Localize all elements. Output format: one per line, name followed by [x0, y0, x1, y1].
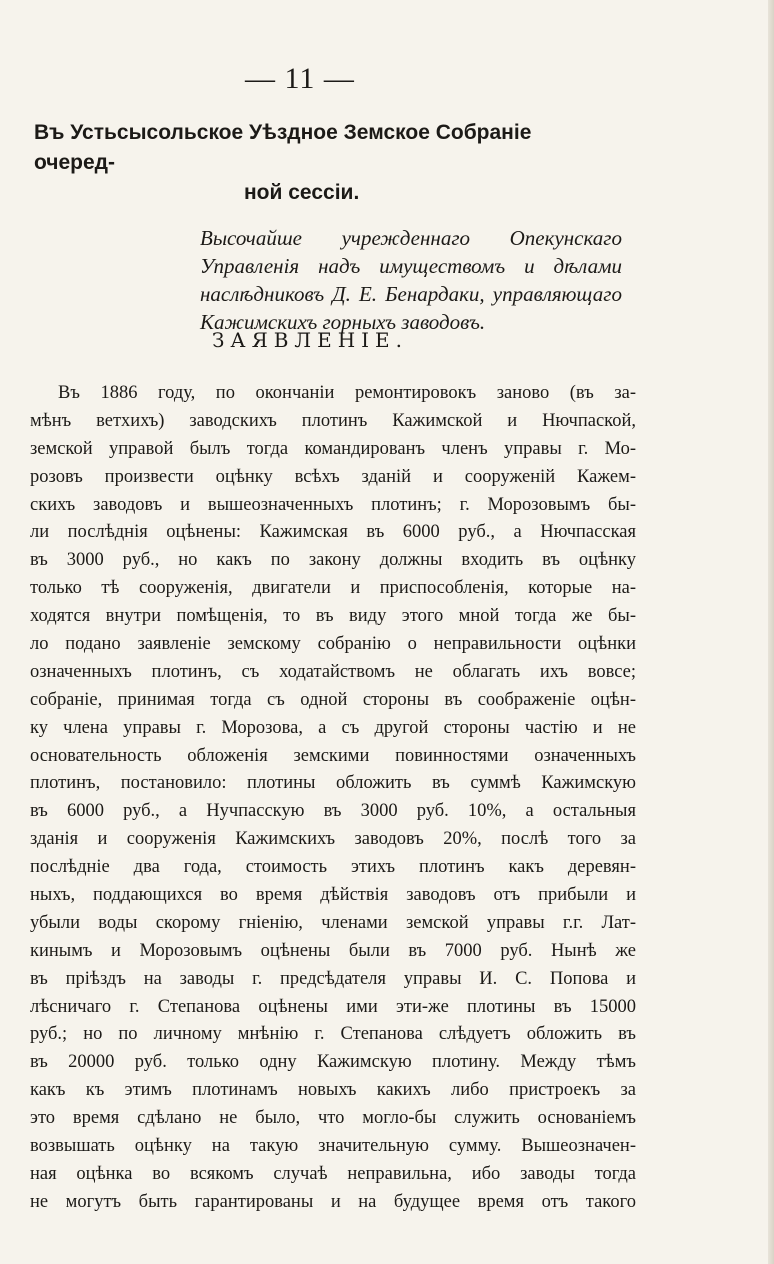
page-edge	[768, 0, 774, 1264]
addressee-line-2: ной сессіи.	[244, 181, 360, 204]
body-line: скихъ заводовъ и вышеозначенныхъ плотинъ; г. Морозовымъ бы-	[30, 494, 636, 515]
addressee	[34, 118, 594, 208]
body-line: земской управой былъ тогда командированъ членъ управы г. Мо-	[30, 438, 636, 459]
body-line: это время сдѣлано не было, что могло-бы служить основаніемъ	[30, 1108, 636, 1129]
body-line: ку члена управы г. Морозова, а съ другой стороны частію и не	[30, 717, 636, 738]
body-line: основательность обложенія земскими повинностями означенныхъ	[30, 745, 636, 766]
body-line: ло подано заявленіе земскому собранію о неправильности оцѣнки	[30, 634, 636, 655]
body-line: розовъ произвести оцѣнку всѣхъ зданій и сооруженій Кажем-	[30, 466, 636, 487]
body-text	[30, 380, 636, 1217]
body-line: собраніе, принимая тогда съ одной стороны въ соображеніе оцѣн-	[30, 689, 636, 710]
body-line: не могутъ быть гарантированы и на будущее время отъ такого	[30, 1191, 636, 1212]
body-line: ныхъ, поддающихся во время дѣйствія заводовъ отъ прибыли и	[30, 885, 636, 906]
page-number: — 11 —	[245, 62, 355, 95]
body-line: кинымъ и Морозовымъ оцѣнены были въ 7000 руб. Нынѣ же	[30, 940, 636, 961]
body-line: ли послѣднія оцѣнены: Кажимская въ 6000 руб., а Нючпасская	[30, 522, 636, 543]
body-line: въ 3000 руб., но какъ по закону должны входить въ оцѣнку	[30, 550, 636, 571]
body-line: означенныхъ плотинъ, съ ходатайствомъ не облагать ихъ вовсе;	[30, 661, 636, 682]
body-line: Въ 1886 году, по окончаніи ремонтировокъ заново (въ за-	[58, 383, 636, 403]
body-line: лѣсничаго г. Степанова оцѣнены ими эти-же плотины въ 15000	[30, 996, 636, 1017]
body-line: зданія и сооруженія Кажимскихъ заводовъ 20%, послѣ того за	[30, 829, 636, 850]
sender-block: Высочайше учрежденнаго Опекунскаго Управленія надъ имуществомъ и дѣлами наслѣдниковъ Д. Е. Бенардаки, управляющаго Кажимскихъ горныхъ заводовъ.	[200, 226, 622, 334]
addressee-line-1: Въ Устьсысольское Уѣздное Земское Собраніе очеред-	[34, 121, 532, 174]
body-line: въ 6000 руб., а Нучпасскую въ 3000 руб. 10%, а остальныя	[30, 801, 636, 822]
body-line: мѣнъ ветхихъ) заводскихъ плотинъ Кажимской и Нючпаской,	[30, 410, 636, 431]
body-line: руб.; но по личному мнѣнію г. Степанова слѣдуетъ обложить въ	[30, 1024, 636, 1045]
body-line: въ пріѣздъ на заводы г. предсѣдателя управы И. С. Попова и	[30, 968, 636, 989]
body-line: ная оцѣнка во всякомъ случаѣ неправильна, ибо заводы тогда	[30, 1163, 636, 1184]
body-line: только тѣ сооруженія, двигатели и приспособленія, которые на-	[30, 578, 636, 599]
body-line: возвышать оцѣнку на такую значительную сумму. Вышеозначен-	[30, 1136, 636, 1157]
body-line: убыли воды скорому гніенію, членами земской управы г.г. Лат-	[30, 912, 636, 933]
body-line: плотинъ, постановило: плотины обложить въ суммѣ Кажимскую	[30, 773, 636, 794]
body-line: послѣдніе два года, стоимость этихъ плотинъ какъ деревян-	[30, 857, 636, 878]
body-line: какъ къ этимъ плотинамъ новыхъ какихъ либо пристроекъ за	[30, 1080, 636, 1101]
body-line: ходятся внутри помѣщенія, то въ виду этого мной тогда же бы-	[30, 606, 636, 627]
document-heading: ЗАЯВЛЕНІЕ.	[211, 328, 409, 352]
body-line: въ 20000 руб. только одну Кажимскую плотину. Между тѣмъ	[30, 1052, 636, 1073]
